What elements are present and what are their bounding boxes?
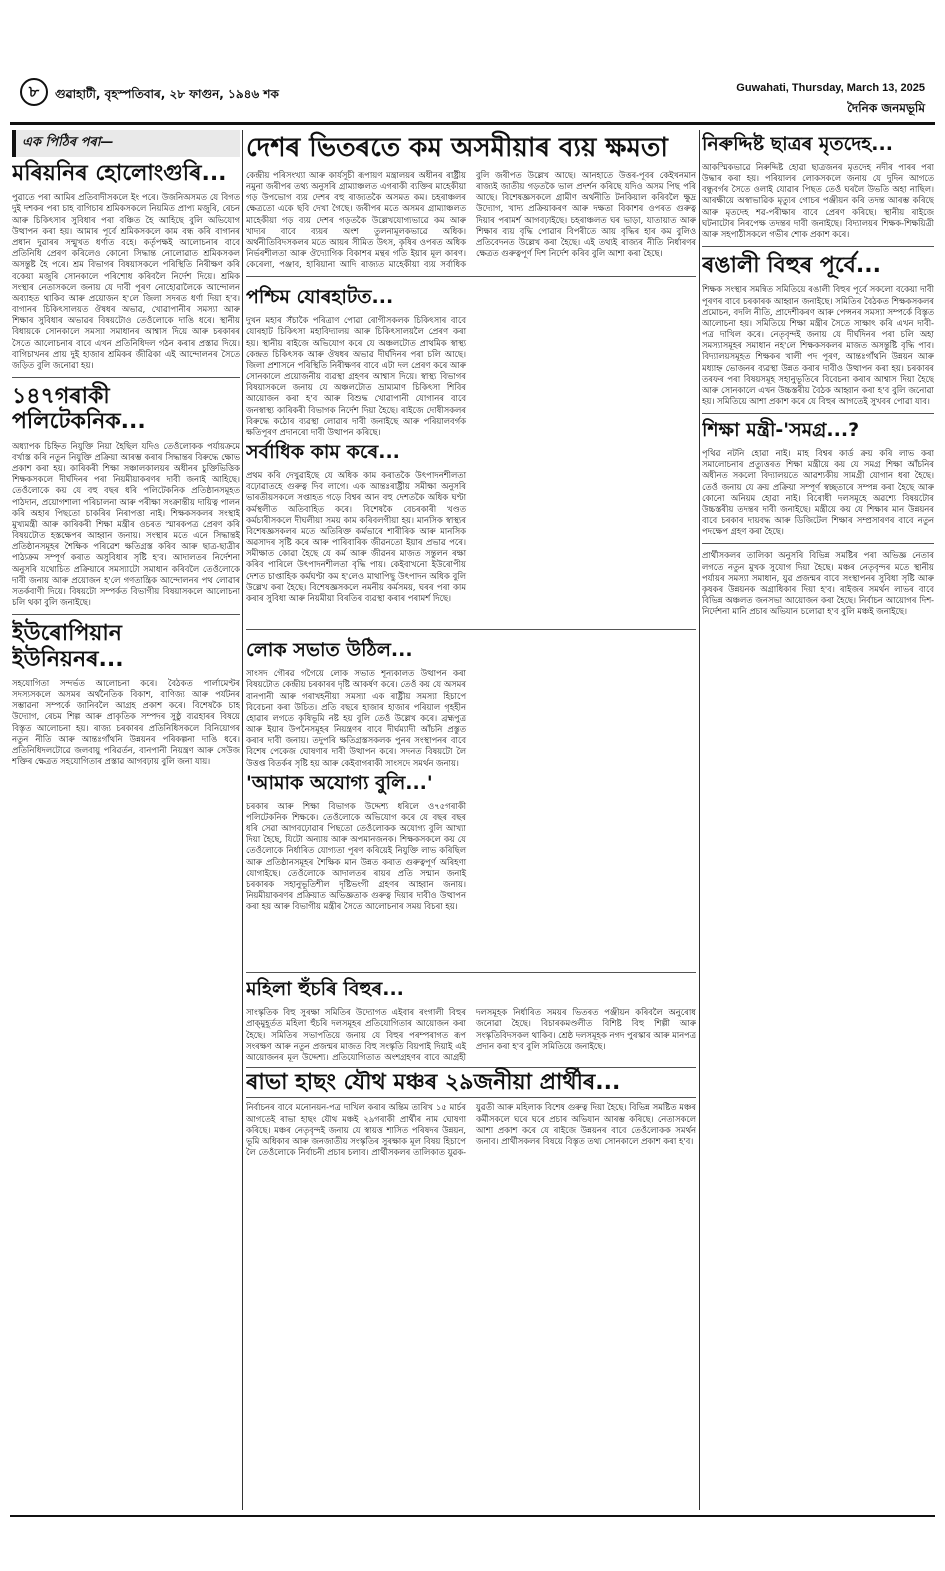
article-body-polytechnic: অধ্যাপক চিহ্নিত নিযুক্তি নিয়া হৈছিল যদিও তেওঁলোকক পৰ্যায়ক্ৰমে বৰ্খাস্ত কৰি নতুন নিযুক্তি প্ৰক্ৰিয়া আৰম্ভ কৰাৰ সিদ্ধান্তৰ বিৰুদ্ধে ক্ষোভ প্ৰকাশ কৰা হয়। কাৰিকৰী শিক্ষা সঞ্চালকালয়ৰ অধীনৰ চুক্তিভিত্তিক শিক্ষকসকলে দীৰ্ঘদিনৰ পৰা নিয়মীয়াকৰণৰ দাবী জনাই আহিছে। তেওঁলোকে কয় যে বহু বছৰ ধৰি পলিটেকনিক প্ৰতিষ্ঠানসমূহত পাঠদান, প্ৰয়োগশালা পৰিচালনা আৰু পৰীক্ষা সংক্ৰান্তীয় দায়িত্ব পালন কৰি অহাৰ পিছতো চাকৰিৰ নিৰাপত্তা নাই। শিক্ষকসকলৰ সংস্থাই মুখ্যমন্ত্ৰী আৰু কাৰিকৰী শিক্ষা মন্ত্ৰীৰ ওচৰত স্মাৰকপত্ৰ প্ৰেৰণ কৰি বিষয়টোত হস্তক্ষেপৰ আহ্বান জনায়। সংস্থাৰ মতে এনে সিদ্ধান্তই প্ৰতিষ্ঠানসমূহৰ শৈক্ষিক পৰিৱেশ ক্ষতিগ্ৰস্ত কৰিব আৰু ছাত্ৰ-ছাত্ৰীৰ পাঠ্যক্ৰম সম্পূৰ্ণ কৰাত অসুবিধাৰ সৃষ্টি হ'ব। আদালতৰ নিৰ্দেশনা অনুসৰি যথোচিত প্ৰক্ৰিয়াৰে সমস্যাটো সমাধান কৰিবলৈ তেওঁলোকে দাবী জনায় আৰু প্ৰয়োজন হ'লে গণতান্ত্ৰিক আন্দোলনৰ পথ লোৱাৰ সতৰ্কবাণী দিয়ে। বিষয়টো সম্পৰ্কত বিভাগীয় বিষয়াসকলে আলোচনা চলি থকা বুলি জনাইছে।	[12, 440, 240, 608]
headline-frame	[246, 1067, 696, 1098]
article-body-women-husori: সাংস্কৃতিক বিহু সুৰক্ষা সমিতিৰ উদ্যোগত এইবাৰ ৰংগালী বিহুৰ প্ৰাক্‌মুহূৰ্তত মহিলা হুঁচৰি দলসমূহৰ প্ৰতিযোগিতাৰ আয়োজন কৰা হৈছে। সমিতিৰ সভাপতিয়ে জনায় যে বিহুৰ পৰম্পৰাগত ৰূপ সংৰক্ষণ আৰু নতুন প্ৰজন্মৰ মাজত বিহু সংস্কৃতি বিয়পাই দিয়াই এই আয়োজনৰ মূল উদ্দেশ্য। প্ৰতিযোগিতাত অংশগ্ৰহণৰ বাবে আগ্ৰহী দলসমূহক নিৰ্ধাৰিত সময়ৰ ভিতৰত পঞ্জীয়ন কৰিবলৈ অনুৰোধ জনোৱা হৈছে। বিচাৰকমণ্ডলীত বিশিষ্ট বিহু শিল্পী আৰু সংস্কৃতিবিদসকল থাকিব। শ্ৰেষ্ঠ দলসমূহক নগদ পুৰস্কাৰ আৰু মানপত্ৰ প্ৰদান কৰা হ'ব বুলি সমিতিয়ে জনাইছে।	[246, 1007, 696, 1062]
footer-rule	[10, 1515, 935, 1517]
article-body-lok-sabha: সাংসদ গৌৰৱ গগৈয়ে লোক সভাত শূন্যকালত উত্থাপন কৰা বিষয়টোত কেন্দ্ৰীয় চৰকাৰৰ দৃষ্টি আকৰ্ষণ কৰে। তেওঁ কয় যে অসমৰ বানপানী আৰু গৰাখহনীয়া সমস্যা এক ৰাষ্ট্ৰীয় সমস্যা হিচাপে বিবেচনা কৰা উচিত। প্ৰতি বছৰে হাজাৰ হাজাৰ পৰিয়াল গৃহহীন হোৱাৰ লগতে কৃষিভূমি নষ্ট হয় বুলি তেওঁ উল্লেখ কৰে। ব্ৰহ্মপুত্ৰ আৰু ইয়াৰ উপনৈসমূহৰ নিয়ন্ত্ৰণৰ বাবে দীৰ্ঘম্যাদী আঁচনি প্ৰস্তুত কৰাৰ দাবী জনায়। তদুপৰি ক্ষতিগ্ৰস্তসকলক পুনৰ সংস্থাপনৰ বাবে বিশেষ পেকেজ ঘোষণাৰ দাবী উত্থাপন কৰে। সদনত বিষয়টো লৈ উত্তপ্ত বিতৰ্কৰ সৃষ্টি হয় আৰু কেইবাগৰাকী সাংসদে সমৰ্থন জনায়।	[246, 668, 466, 768]
column-right	[702, 130, 934, 1510]
article-separator	[12, 377, 240, 378]
article-body-amak: চৰকাৰ আৰু শিক্ষা বিভাগক উদ্দেশ্য ধৰিলে ও৭৫গৰাকী পলিটেকনিক শিক্ষকে। তেওঁলোকে অভিযোগ কৰে যে বছৰ বছৰ ধৰি সেৱা আগবঢ়োৱাৰ পিছতো তেওঁলোকক অযোগ্য বুলি আখ্যা দিয়া হৈছে, যিটো অন্যায় আৰু অপমানজনক। শিক্ষকসকলে কয় যে তেওঁলোকে নিৰ্ধাৰিত যোগ্যতা পূৰণ কৰিয়েই নিযুক্তি লাভ কৰিছিল আৰু প্ৰতিষ্ঠানসমূহৰ শৈক্ষিক মান উন্নত কৰাত গুৰুত্বপূৰ্ণ অৰিহণা যোগাইছে। তেওঁলোকে আদালতৰ ৰায়ৰ প্ৰতি সন্মান জনাই চৰকাৰক সহানুভূতিশীল দৃষ্টিভংগী গ্ৰহণৰ আহ্বান জনায়। নিয়মীয়াকৰণৰ প্ৰক্ৰিয়াত অভিজ্ঞতাক গুৰুত্ব দিয়াৰ দাবীও উত্থাপন কৰা হয় আৰু বিভাগীয় মন্ত্ৰীৰ সৈতে আলোচনাৰ সময় বিচৰা হয়।	[246, 800, 466, 912]
headline-european-union: ইউৰোপিয়ান ইউনিয়নৰ...	[12, 621, 124, 672]
headline-rongali-bihu: ৰঙালী বিহুৰ পূৰ্বে...	[702, 253, 881, 279]
article-separator	[702, 413, 934, 414]
article-body-european-union: সহযোগিতা সন্দৰ্ভত আলোচনা কৰে। বৈঠকত পাৰ্লামেণ্টৰ সদস্যসকলে অসমৰ অৰ্থনৈতিক বিকাশ, বাণিজ্য আৰু পৰ্যটনৰ সম্ভাৱনা সম্পৰ্কে জানিবলৈ আগ্ৰহ প্ৰকাশ কৰে। বিশেষকৈ চাহ উদ্যোগ, ৰেচম শিল্প আৰু প্ৰাকৃতিক সম্পদৰ সুষ্ঠু ব্যৱহাৰৰ বিষয়ে বিস্তৃত আলোচনা হয়। ৰাজ্য চৰকাৰৰ প্ৰতিনিধিসকলে বিনিয়োগৰ নতুন নীতি আৰু আন্তঃগাঁথনি উন্নয়নৰ পৰিকল্পনা দাঙি ধৰে। প্ৰতিনিধিদলটোৱে জলবায়ু পৰিৱৰ্তন, বানপানী নিয়ন্ত্ৰণ আৰু সেউজ শক্তিৰ ক্ষেত্ৰত সহযোগিতাৰ প্ৰস্তাৱ আগবঢ়ায় বুলি জনা যায়।	[12, 677, 240, 767]
article-body-west-jorhat: দুখন মহাৰ সঁচাকৈ পৰিত্ৰাণ পোৱা ৰোগীসকলক চিকিৎসাৰ বাবে যোৰহাট চিকিৎসা মহাবিদ্যালয় আৰু চিকিৎসালয়লৈ প্ৰেৰণ কৰা হয়। স্থানীয় ৰাইজে অভিযোগ কৰে যে অঞ্চলটোত প্ৰাথমিক স্বাস্থ্য কেন্দ্ৰত চিকিৎসক আৰু ঔষধৰ অভাৱ দীৰ্ঘদিনৰ পৰা চলি আছে। জিলা প্ৰশাসনে পৰিস্থিতি নিৰীক্ষণৰ বাবে এটা দল প্ৰেৰণ কৰে আৰু সোনকালে প্ৰয়োজনীয় ব্যৱস্থা গ্ৰহণৰ আশ্বাস দিয়ে। স্বাস্থ্য বিভাগৰ বিষয়াসকলে জনায় যে অঞ্চলটোত ভ্ৰাম্যমাণ চিকিৎসা শিবিৰ আয়োজন কৰা হ'ব আৰু বিশুদ্ধ খোৱাপানী যোগানৰ বাবে জনস্বাস্থ্য কাৰিকৰী বিভাগক নিৰ্দেশ দিয়া হৈছে। ৰাইজে দোষীসকলৰ বিৰুদ্ধে কঠোৰ ব্যৱস্থা লোৱাৰ দাবী জনাইছে আৰু পৰিয়ালবৰ্গক ক্ষতিপূৰণ প্ৰদানৰো দাবী উত্থাপন কৰিছে।	[246, 315, 466, 437]
article-body-rongali-bihu: শিক্ষক সংস্থাৰ সমন্বিত সমিতিয়ে ৰঙালী বিহুৰ পূৰ্বে সকলো বকেয়া দাবী পূৰণৰ বাবে চৰকাৰক আহ্বান জনাইছে। সমিতিৰ বৈঠকত শিক্ষকসকলৰ প্ৰমোচন, বদলি নীতি, প্ৰাদেশীকৰণ আৰু পেন্সনৰ সমস্যা সম্পৰ্কে বিস্তৃত আলোচনা হয়। সমিতিয়ে শিক্ষা মন্ত্ৰীৰ সৈতে সাক্ষাৎ কৰি এখন দাবী-পত্ৰ দাখিল কৰে। নেতৃবৃন্দই জনায় যে দীৰ্ঘদিনৰ পৰা চলি অহা সমস্যাসমূহৰ সমাধান নহ'লে শিক্ষকসকলৰ মাজত অসন্তুষ্টি বৃদ্ধি পাব। বিদ্যালয়সমূহত শিক্ষকৰ খালী পদ পূৰণ, আন্তঃগাঁথনি উন্নয়ন আৰু মধ্যাহ্ন ভোজনৰ ব্যৱস্থা উন্নত কৰাৰ দাবীও উত্থাপন কৰা হয়। চৰকাৰৰ তৰফৰ পৰা বিষয়সমূহ সহানুভূতিৰে বিবেচনা কৰাৰ আশ্বাস দিয়া হৈছে আৰু সোনকালে এখন উচ্চস্তৰীয় বৈঠক আহ্বান কৰা হ'ব বুলি জনোৱা হয়। সমিতিয়ে আশা প্ৰকাশ কৰে যে বিহুৰ আগতেই সুখবৰ পোৱা যাব।	[702, 284, 934, 407]
headline-west-jorhat: পশ্চিম যোৰহাটত...	[246, 286, 394, 309]
headline-women-husori: মহিলা হুঁচৰি বিহুৰ...	[246, 978, 404, 1001]
article-separator	[246, 276, 696, 277]
header-rule	[10, 122, 935, 125]
page-number: ৮	[20, 78, 48, 106]
article-body-education-minister: পৃথিৱ নটনি হোৱা নাই। মাহ বিশ্বৰ কাৰ্ড ক্ৰয় কৰি লাভ কৰা সমালোচনাৰ প্ৰত্যুত্তৰত শিক্ষা মন্ত্ৰীয়ে কয় যে সমগ্ৰ শিক্ষা আঁচনিৰ অধীনত সকলো বিদ্যালয়তে আৱশ্যকীয় সামগ্ৰী যোগান ধৰা হৈছে। তেওঁ জনায় যে ক্ৰয় প্ৰক্ৰিয়া সম্পূৰ্ণ স্বচ্ছতাৰে সম্পন্ন কৰা হৈছে আৰু কোনো অনিয়ম হোৱা নাই। বিৰোধী দলসমূহে অৱশ্যে বিষয়টোৰ উচ্চস্তৰীয় তদন্তৰ দাবী জনাইছে। মন্ত্ৰীয়ে কয় যে শিক্ষাৰ মান উন্নয়নৰ বাবে চৰকাৰ দায়বদ্ধ আৰু ডিজিটেল শিক্ষাৰ সম্প্ৰসাৰণৰ বাবে নতুন পদক্ষেপ গ্ৰহণ কৰা হৈছে।	[702, 448, 934, 537]
dateline-right: Guwahati, Thursday, March 13, 2025	[736, 82, 925, 94]
headline-polytechnic: ১৪৭গৰাকী পলিটেকনিক...	[12, 384, 146, 435]
lead-headline: দেশৰ ভিতৰতে কম অসমীয়াৰ ব্যয় ক্ষমতা	[246, 133, 668, 163]
column-center	[246, 130, 696, 1510]
two-story-block	[246, 636, 696, 966]
headline-morioni: মৰিয়নিৰ হোলোংগুৰি...	[12, 161, 227, 186]
article-separator	[12, 614, 240, 615]
page-header	[10, 78, 935, 120]
column-left	[12, 130, 240, 1510]
article-body-morioni: পুৱাতে পৰা আমিৰ প্ৰতিবাদীসকলে ইং পৰে। উজনিঅসমত যে বিগত দুই দশকৰ পৰা চাহ বাগিচাৰ শ্ৰমিকসকলে নিয়মিত প্ৰাপ্য মজুৰি, ৰেচন আৰু চিকিৎসাৰ সুবিধাৰ পৰা বঞ্চিত হৈ আহিছে বুলি অভিযোগ উত্থাপন কৰা হয়। আমাৰ পূৰ্বে শ্ৰমিকসকলে কাম বন্ধ কৰি বাগানৰ প্ৰধান দুৱাৰৰ সন্মুখত ধৰ্ণাত বহে। কৰ্তৃপক্ষই আলোচনাৰ বাবে প্ৰতিনিধি প্ৰেৰণ কৰিলেও কোনো সিদ্ধান্ত নোলোৱাত শ্ৰমিকসকল অসন্তুষ্ট হৈ পৰে। শ্ৰম বিভাগৰ বিষয়াসকলে পৰিস্থিতি নিৰীক্ষণ কৰি বকেয়া মজুৰি সোনকালে পৰিশোধ কৰিবলৈ নিৰ্দেশ দিয়ে। শ্ৰমিক সংস্থাৰ নেতাসকলে জনায় যে দাবী পূৰণ নোহোৱালৈকে আন্দোলন অব্যাহত থাকিব আৰু প্ৰয়োজন হ'লে জিলা সদৰত ধৰ্ণা দিয়া হ'ব। বাগানৰ চিকিৎসালয়ত ঔষধৰ অভাৱ, খোৱাপানীৰ সমস্যা আৰু শিক্ষাৰ সুবিধাৰ অভাৱৰ বিষয়টোও তেওঁলোকে দাঙি ধৰে। স্থানীয় বিধায়কে সোনকালে সমস্যা সমাধানৰ আশ্বাস দিয়ে আৰু চৰকাৰৰ সৈতে আলোচনাৰ বাবে এখন প্ৰতিনিধিদল গঠন কৰাৰ প্ৰস্তাৱ দিয়ে। বাগিচাখনৰ প্ৰায় দুই হাজাৰ শ্ৰমিকৰ জীৱিকা এই আন্দোলনৰ সৈতে জড়িত বুলি জনোৱা হয়।	[12, 192, 240, 370]
headline-education-minister: শিক্ষা মন্ত্ৰী-'সমগ্ৰ...?	[702, 419, 860, 442]
article-separator	[702, 543, 934, 544]
lead-article-body: কেন্দ্ৰীয় পৰিসংখ্যা আৰু কাৰ্যসূচী ৰূপায়ণ মন্ত্ৰালয়ৰ অধীনৰ ৰাষ্ট্ৰীয় নমুনা জৰীপৰ তথ্য অনুসৰি গ্ৰাম্যাঞ্চলত এগৰাকী ব্যক্তিৰ মাহেকীয়া গড় উপভোগ ব্যয় দেশৰ বহু ৰাজ্যতকৈ অসমত কম। চহৰাঞ্চলৰ ক্ষেত্ৰতো একে ছবি দেখা গৈছে। জৰীপৰ মতে অসমৰ গ্ৰাম্যাঞ্চলত মাহেকীয়া গড় ব্যয় দেশৰ গড়তকৈ উল্লেখযোগ্যভাৱে কম আৰু খাদ্যৰ বাবে ব্যয়ৰ অংশ তুলনামূলকভাৱে অধিক। অৰ্থনীতিবিদসকলৰ মতে আয়ৰ সীমিত উৎস, কৃষিৰ ওপৰত অধিক নিৰ্ভৰশীলতা আৰু ঔদ্যোগিক বিকাশৰ মন্থৰ গতি ইয়াৰ মূল কাৰণ। কেৰেলা, পঞ্জাব, হাৰিয়ানা আদি ৰাজ্যত মাহেকীয়া ব্যয় সৰ্বাধিক বুলি জৰীপত উল্লেখ আছে। আনহাতে উত্তৰ-পূবৰ কেইখনমান ৰাজ্যই জাতীয় গড়তকৈ ভাল প্ৰদৰ্শন কৰিছে যদিও অসম পিছ পৰি আছে। বিশেষজ্ঞসকলে গ্ৰামীণ অৰ্থনীতি টনকিয়াল কৰিবলৈ ক্ষুদ্ৰ উদ্যোগ, খাদ্য প্ৰক্ৰিয়াকৰণ আৰু দক্ষতা বিকাশৰ ওপৰত গুৰুত্ব দিয়াৰ পৰামৰ্শ আগবঢ়াইছে। চহৰাঞ্চলত ঘৰ ভাড়া, যাতায়াত আৰু শিক্ষাৰ ব্যয় বৃদ্ধি পোৱাৰ বিপৰীতে আয় বৃদ্ধিৰ হাৰ কম বুলিও প্ৰতিবেদনত উল্লেখ কৰা হৈছে। এই তথ্যই ৰাজ্যৰ নীতি নিৰ্ধাৰণৰ ক্ষেত্ৰত গুৰুত্বপূৰ্ণ দিশ নিৰ্দেশ কৰিব বুলি আশা কৰা হৈছে।	[246, 169, 696, 270]
article-separator	[246, 629, 696, 630]
article-body-most-work: প্ৰথম কৰি দেখুৱাইছে যে অধিক কাম কৰাতকৈ উৎপাদনশীলতা বঢ়োৱাতহে গুৰুত্ব দিব লাগে। এক আন্তঃৰাষ্ট্ৰীয় সমীক্ষা অনুসৰি ভাৰতীয়সকলে সপ্তাহত গড়ে বিশ্বৰ আন বহু দেশতকৈ অধিক ঘণ্টা কৰ্মস্থলীত অতিবাহিত কৰে। বিশেষকৈ বেচৰকাৰী খণ্ডত কৰ্মচাৰীসকলে দীঘলীয়া সময় কাম কৰিবলগীয়া হয়। মানসিক স্বাস্থ্যৰ বিশেষজ্ঞসকলৰ মতে অতিৰিক্ত কৰ্মভাৰে শাৰীৰিক আৰু মানসিক অৱসাদৰ সৃষ্টি কৰে আৰু পাৰিবাৰিক জীৱনতো ইয়াৰ প্ৰভাৱ পৰে। সমীক্ষাত কোৱা হৈছে যে কৰ্ম আৰু জীৱনৰ মাজত সন্তুলন ৰক্ষা কৰিব পাৰিলে উৎপাদনশীলতা বৃদ্ধি পায়। কেইবাখনো ইউৰোপীয় দেশত চাপ্তাহিক কৰ্মঘণ্টা কম হ'লেও মাথাপিছু উৎপাদন অধিক বুলি উল্লেখ কৰা হৈছে। বিশেষজ্ঞসকলে নমনীয় কৰ্মসময়, ঘৰৰ পৰা কাম কৰাৰ সুবিধা আৰু নিয়মীয়া বিৰতিৰ ব্যৱস্থা কৰাৰ পৰামৰ্শ দিছে।	[246, 470, 466, 603]
column-divider	[699, 130, 700, 1510]
headline-lok-sabha: লোক সভাত উঠিল...	[246, 639, 413, 662]
headline-missing-student: নিৰুদ্দিষ্ট ছাত্ৰৰ মৃতদেহ...	[702, 133, 893, 155]
article-body-missing-student: আকস্মিকভাৱে নিৰুদ্দিষ্ট হোৱা ছাত্ৰজনৰ মৃতদেহ নদীৰ পাৰৰ পৰা উদ্ধাৰ কৰা হয়। পৰিয়ালৰ লোকসকলে জনায় যে দুদিন আগতে বন্ধুবৰ্গৰ সৈতে ওলাই যোৱাৰ পিছত তেওঁ ঘৰলৈ উভতি অহা নাছিল। আৰক্ষীয়ে অস্বাভাৱিক মৃত্যুৰ গোচৰ পঞ্জীয়ন কৰি তদন্ত আৰম্ভ কৰিছে আৰু মৃতদেহ শৱ-পৰীক্ষাৰ বাবে প্ৰেৰণ কৰিছে। স্থানীয় ৰাইজে ঘটনাটোৰ নিৰপেক্ষ তদন্তৰ দাবী জনাইছে। বিদ্যালয়ৰ শিক্ষক-শিক্ষয়িত্ৰী আৰু সহপাঠীসকলে গভীৰ শোক প্ৰকাশ কৰে।	[702, 161, 934, 239]
article-separator	[246, 972, 696, 973]
paper-name: দৈনিক জনমভূমি	[847, 101, 925, 115]
dateline-left: গুৱাহাটী, বৃহস্পতিবাৰ, ২৮ ফাগুন, ১৯৪৬ শক	[55, 87, 279, 101]
two-story-block	[246, 283, 696, 623]
article-body-continued: প্ৰাৰ্থীসকলৰ তালিকা অনুসৰি বিভিন্ন সমষ্টিৰ পৰা অভিজ্ঞ নেতাৰ লগতে নতুন মুখক সুযোগ দিয়া হৈছে। মঞ্চৰ নেতৃবৃন্দৰ মতে স্থানীয় পৰ্যায়ৰ সমস্যা সমাধান, যুৱ প্ৰজন্মৰ বাবে সংস্থাপনৰ সুবিধা সৃষ্টি আৰু কৃষকৰ উন্নয়নক অগ্ৰাধিকাৰ দিয়া হ'ব। ৰাইজৰ সমৰ্থন লাভৰ বাবে বিভিন্ন অঞ্চলত জনসভা আয়োজন কৰা হৈছে। নিৰ্বাচন আয়োগৰ দিশ-নিৰ্দেশনা মানি প্ৰচাৰ অভিযান চলোৱা হ'ব বুলি মঞ্চই জনাইছে।	[702, 550, 934, 617]
article-separator	[702, 246, 934, 247]
headline-most-work: সৰ্বাধিক কাম কৰে...	[246, 441, 400, 464]
column-divider	[242, 130, 243, 1510]
article-body-rabha-hasong: নিৰ্বাচনৰ বাবে মনোনয়ন-পত্ৰ দাখিল কৰাৰ অন্তিম তাৰিখ ১৫ মাৰ্চৰ আগতেই ৰাভা হাছং যৌথ মঞ্চই ২৯গৰাকী প্ৰাৰ্থীৰ নাম ঘোষণা কৰিছে। মঞ্চৰ নেতৃবৃন্দই জনায় যে স্বায়ত্ত শাসিত পৰিষদৰ উন্নয়ন, ভূমি অধিকাৰ আৰু জনজাতীয় সংস্কৃতিৰ সুৰক্ষাক মূল বিষয় হিচাপে লৈ তেওঁলোকে নিৰ্বাচনী প্ৰচাৰ চলাব। প্ৰাৰ্থীসকলৰ তালিকাত যুৱক-যুৱতী আৰু মহিলাক বিশেষ গুৰুত্ব দিয়া হৈছে। বিভিন্ন সমষ্টিত মঞ্চৰ কৰ্মীসকলে ঘৰে ঘৰে প্ৰচাৰ অভিযান আৰম্ভ কৰিছে। নেতাসকলে আশা প্ৰকাশ কৰে যে ৰাইজে উন্নয়নৰ বাবে তেওঁলোকক সমৰ্থন জনাব। প্ৰাৰ্থীসকলৰ বিষয়ে বিস্তৃত তথ্য সোনকালে প্ৰকাশ কৰা হ'ব।	[246, 1102, 696, 1158]
headline-amak: 'আমাক অযোগ্য বুলি...'	[246, 771, 433, 794]
continued-kicker: এক পিঠিৰ পৰা—	[12, 130, 240, 157]
headline-rabha-hasong: ৰাভা হাছং যৌথ মঞ্চৰ ২৯জনীয়া প্ৰাৰ্থীৰ...	[246, 1070, 621, 1096]
